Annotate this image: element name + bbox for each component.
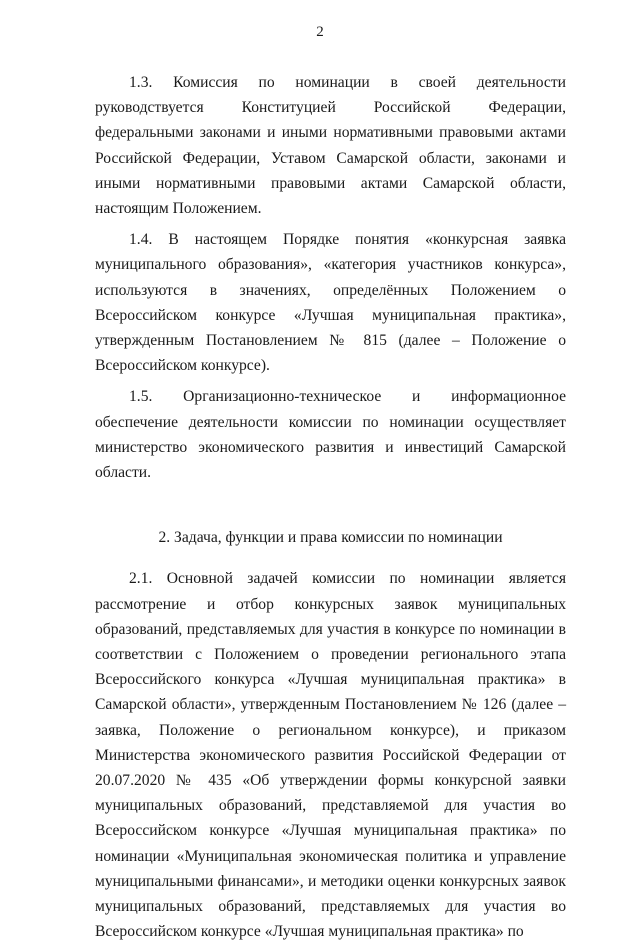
section-heading: 2. Задача, функции и права комиссии по номинации <box>158 529 503 547</box>
paragraph-1-5: 1.5. Организационно-техническое и информационное обеспечение деятельности комиссии по номинации осуществляет министерство экономического развития и инвестиций Самарской области. <box>95 388 566 482</box>
paragraph-1-4: 1.4. В настоящем Порядке понятия «конкурсная заявка муниципального образования», «категория участников конкурса», используются в значениях, определённых Положением о Всероссийском конкурсе «Лучшая муниципальная практика», утвержденным Постановлением № 815 (далее – Положение о Всероссийском конкурсе). <box>95 231 566 375</box>
paragraph-1-3: 1.3. Комиссия по номинации в своей деятельности руководствуется Конституцией Российской Федерации, федеральными законами и иными нормативными правовыми актами Российской Федерации, Уставом Самарской области, законами и иными нормативными правовыми актами Самарской области, настоящим Положением. <box>95 74 566 218</box>
page-number: 2 <box>316 24 324 40</box>
document-body <box>95 70 566 945</box>
paragraph-2-1: 2.1. Основной задачей комиссии по номинации является рассмотрение и отбор конкурсных заявок муниципальных образований, представляемых для участия в конкурсе по номинации в соответствии с Положением о проведении регионального этапа Всероссийского конкурса «Лучшая муниципальная практика» в Самарской области», утвержденным Постановлением № 126 (далее – заявка, Положение о региональном конкурсе), и приказом Министерства экономического развития Российской Федерации от 20.07.2020 № 435 «Об утверждении формы конкурсной заявки муниципальных образований, представляемой для участия во Всероссийском конкурсе «Лучшая муниципальная практика» по номинации «Муниципальная экономическая политика и управление муниципальными финансами», и методики оценки конкурсных заявок муниципальных образований, представляемых для участия во Всероссийском конкурсе «Лучшая муниципальная практика» по <box>95 570 566 941</box>
